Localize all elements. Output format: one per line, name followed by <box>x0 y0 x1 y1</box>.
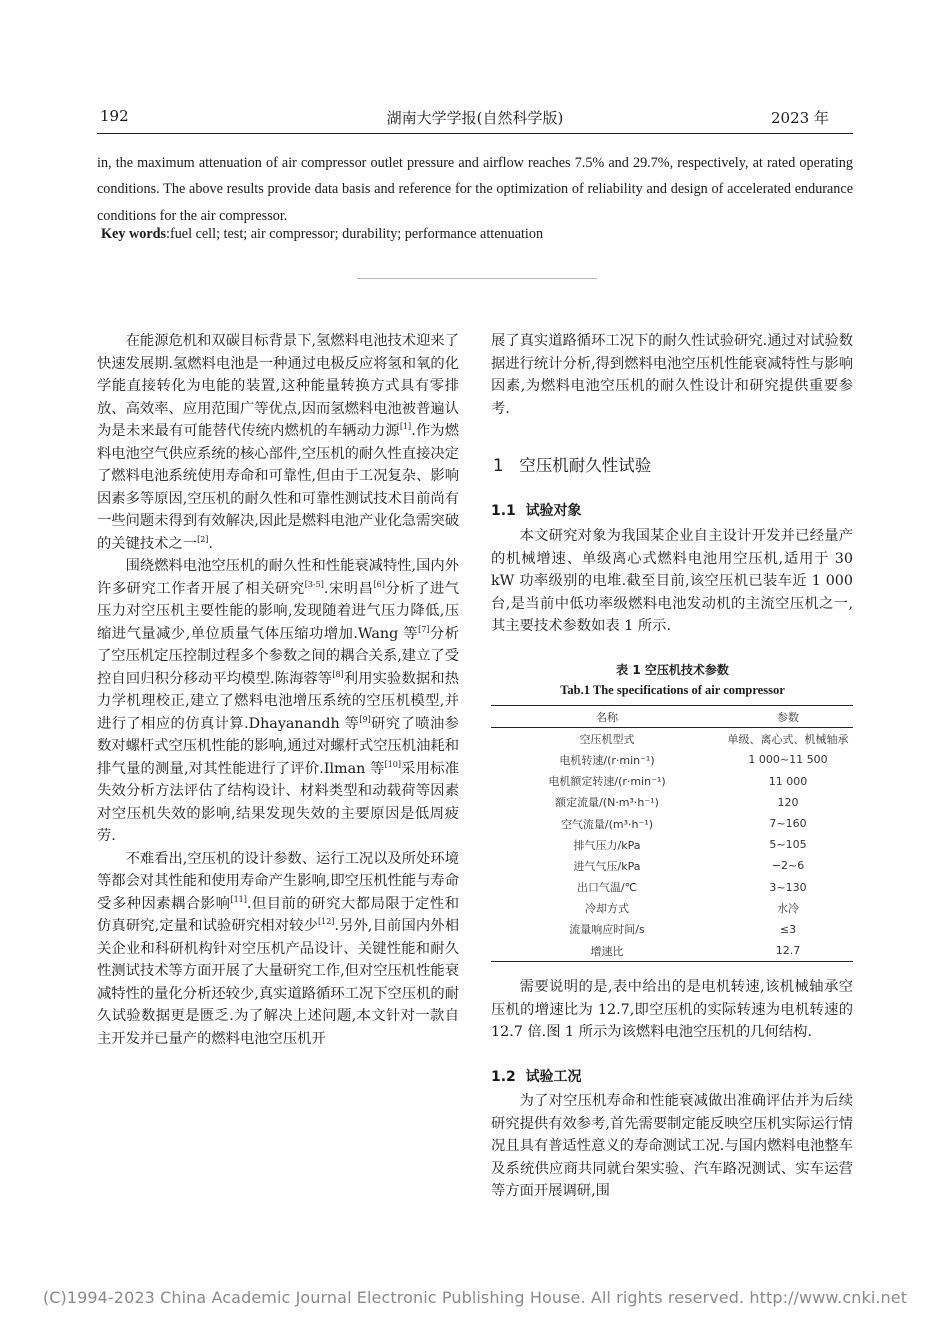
table-row <box>491 919 853 940</box>
right-column-intro <box>491 330 853 420</box>
table-cell-name: 排气压力/kPa <box>573 838 641 852</box>
keywords-text: fuel cell; test; air compressor; durability; performance attenuation <box>169 226 544 242</box>
text: 分析了空压机定压控制过程多个参数之间的耦合关系,建立了受控自回归积分移动平均模型.陈海蓉等 <box>97 625 460 687</box>
subsection-number: 1.2 <box>491 1069 516 1085</box>
citation: [6] <box>373 579 385 589</box>
citation: [2] <box>197 534 209 544</box>
table-header-row <box>491 706 853 728</box>
subsection-title: 试验对象 <box>525 503 582 519</box>
table-caption-cn: 表 1 空压机技术参数 <box>616 663 729 677</box>
table-cell-name: 空气流量/(m³·h⁻¹) <box>560 817 654 831</box>
text: . <box>208 535 213 552</box>
table-cell-value: 7~160 <box>769 817 807 831</box>
keywords-line <box>101 226 543 243</box>
text: .作为燃料电池空气供应系统的核心部件,空压机的耐久性直接决定了燃料电池系统使用寿命和可靠性,但由于工况复杂、影响因素多等原因,空压机的耐久性和可靠性测试技术目前尚有一些问题未得到有效解决,因此是燃料电池产业化急需突破的关键技术之一 <box>97 423 459 552</box>
citation: [7] <box>418 624 430 634</box>
left-column <box>97 330 459 1050</box>
table-row <box>491 749 853 770</box>
table-cell-name: 电机转速/(r·min⁻¹) <box>559 753 655 767</box>
table-row <box>491 813 853 834</box>
text: 在能源危机和双碳目标背景下,氢燃料电池技术迎来了快速发展期.氢燃料电池是一种通过电极反应将氢和氧的化学能直接转化为电能的装置,这种能量转换方式具有零排放、高效率、应用范围广等优点,因而氢燃料电池被普遍认为是未来最有可能替代传统内燃机的车辆动力源 <box>97 333 459 439</box>
citation: [10] <box>384 759 401 769</box>
table-row <box>491 834 853 855</box>
separator-line <box>357 278 597 279</box>
table-cell-name: 增速比 <box>590 944 624 958</box>
paragraph: 为了对空压机寿命和性能衰减做出准确评估并为后续研究提供有效参考,首先需要制定能反映空压机实际运行情况且具有普适性意义的寿命测试工况.与国内燃料电池整车及系统供应商共同就台架实验、汽车路况测试、实车运营等方面开展调研,围 <box>491 1093 853 1199</box>
table-row <box>491 855 853 876</box>
citation: [1] <box>399 422 412 432</box>
paragraph: 需要说明的是,表中给出的是电机转速,该机械轴承空压机的增速比为 12.7,即空压机的实际转速为电机转速的 12.7 倍.图 1 所示为该燃料电池空压机的几何结构. <box>491 979 853 1040</box>
right-column-sub2 <box>491 1090 853 1203</box>
subsection-heading <box>491 1066 582 1086</box>
table-row <box>491 792 853 813</box>
year: 2023 年 <box>771 109 829 127</box>
right-column-after-table <box>491 976 853 1044</box>
table-cell-value: 11 000 <box>768 774 808 788</box>
section-title: 空压机耐久性试验 <box>519 456 652 475</box>
keywords-colon: : <box>166 226 170 242</box>
right-column-sub1 <box>491 525 853 638</box>
subsection-title: 试验工况 <box>525 1069 582 1085</box>
table-row <box>491 728 853 750</box>
table-cell-value: 单级、离心式、机械轴承 <box>727 732 849 746</box>
spec-table-wrapper <box>491 705 853 962</box>
table-cell-value: 1 000~11 500 <box>748 753 828 767</box>
table-cell-name: 电机额定转速/(r·min⁻¹) <box>548 775 666 789</box>
subsection-number: 1.1 <box>491 503 516 519</box>
text: .但目前的研究大都局限于定性和仿真研究,定量和试验研究相对较少 <box>97 895 460 934</box>
table-row <box>491 877 853 898</box>
table-cell-name: 进气气压/kPa <box>573 859 641 873</box>
journal-title: 湖南大学学报(自然科学版) <box>386 109 564 127</box>
text: 不难看出,空压机的设计参数、运行工况以及所处环境等都会对其性能和使用寿命产生影响,即空压机性能与寿命受多种因素耦合影响 <box>97 850 459 912</box>
table-cell-name: 出口气温/℃ <box>576 881 638 895</box>
table-cell-value: 5~105 <box>769 838 807 852</box>
paragraph <box>97 330 459 555</box>
text: 分析了进气压力对空压机主要性能的影响,发现随着进气压力降低,压缩进气量减少,单位质量气体压缩功增加.Wang 等 <box>97 580 460 642</box>
table-cell-value: 12.7 <box>775 944 801 958</box>
text: 利用实验数据和热力学机理校正,建立了燃料电池增压系统的空压机模型,并进行了相应的仿真计算.Dhayanandh 等 <box>97 670 460 732</box>
paragraph: 展了真实道路循环工况下的耐久性试验研究.通过对试验数据进行统计分析,得到燃料电池空压机性能衰减特性与影响因素,为燃料电池空压机的耐久性设计和研究提供重要参考. <box>491 333 853 417</box>
table-cell-value: 水冷 <box>777 902 799 916</box>
subsection-heading <box>491 500 582 520</box>
header-rule <box>97 133 853 134</box>
table-caption-en: Tab.1 The specifications of air compressor <box>560 683 785 697</box>
citation: [12] <box>318 917 335 927</box>
table-row <box>491 940 853 962</box>
copyright-footer: (C)1994-2023 China Academic Journal Electronic Publishing House. All rights reserved. http://www.cnki.net <box>42 1288 908 1307</box>
table-cell-value: 120 <box>777 795 799 809</box>
page-number: 192 <box>100 107 129 125</box>
section-heading <box>493 452 651 476</box>
citation: [3-5] <box>304 579 324 589</box>
table-cell-name: 空压机型式 <box>579 732 635 746</box>
table-cell-value: −2~6 <box>771 859 805 873</box>
citation: [11] <box>230 894 247 904</box>
table-cell-name: 额定流量/(N·m³·h⁻¹) <box>555 796 659 810</box>
table-cell-name: 流量响应时间/s <box>569 923 645 937</box>
citation: [9] <box>359 714 371 724</box>
spec-table <box>491 705 853 962</box>
section-number: 1 <box>493 456 504 475</box>
citation: [8] <box>332 669 344 679</box>
table-cell-value: ≤3 <box>779 922 797 936</box>
english-abstract: in, the maximum attenuation of air compressor outlet pressure and airflow reaches 7.5% and 29.7%, respectively, at rated operating conditions. The above results provide data basis and reference for the optimization of reliability and design of accelerated endurance conditions for the air compressor. <box>97 155 853 224</box>
table-header-name: 名称 <box>491 706 723 728</box>
text: 采用标准失效分析方法评估了结构设计、材料类型和动载荷等因素对空压机失效的影响,结果发现失效的主要原因是低周疲劳. <box>97 760 460 844</box>
text: 围绕燃料电池空压机的耐久性和性能衰减特性,国内外许多研究工作者开展了相关研究 <box>97 558 459 597</box>
paragraph <box>97 555 459 848</box>
text: 研究了喷油参数对螺杆式空压机性能的影响,通过对螺杆式空压机油耗和排气量的测量,对其性能进行了评价.Ilman 等 <box>97 715 460 777</box>
table-row <box>491 771 853 792</box>
keywords-label: Key words <box>101 226 167 242</box>
table-cell-name: 冷却方式 <box>585 902 629 916</box>
table-row <box>491 898 853 919</box>
table-header-value: 参数 <box>723 706 853 728</box>
paragraph: 本文研究对象为我国某企业自主设计开发并已经量产的机械增速、单级离心式燃料电池用空压机,适用于 30 kW 功率级别的电堆.截至目前,该空压机已装车近 1 000 台,是当前中低功率级燃料电池发动机的主流空压机之一,其主要技术参数如表 1 所示. <box>491 528 853 634</box>
table-cell-value: 3~130 <box>769 880 807 894</box>
paragraph <box>97 848 459 1051</box>
text: .另外,目前国内外相关企业和科研机构针对空压机产品设计、关键性能和耐久性测试技术等方面开展了大量研究工作,但对空压机性能衰减特性的量化分析还较少,真实道路循环工况下空压机的耐久试验数据更是匮乏.为了解决上述问题,本文针对一款自主开发并已量产的燃料电池空压机开 <box>97 918 460 1047</box>
text: .宋明昌 <box>323 580 374 597</box>
